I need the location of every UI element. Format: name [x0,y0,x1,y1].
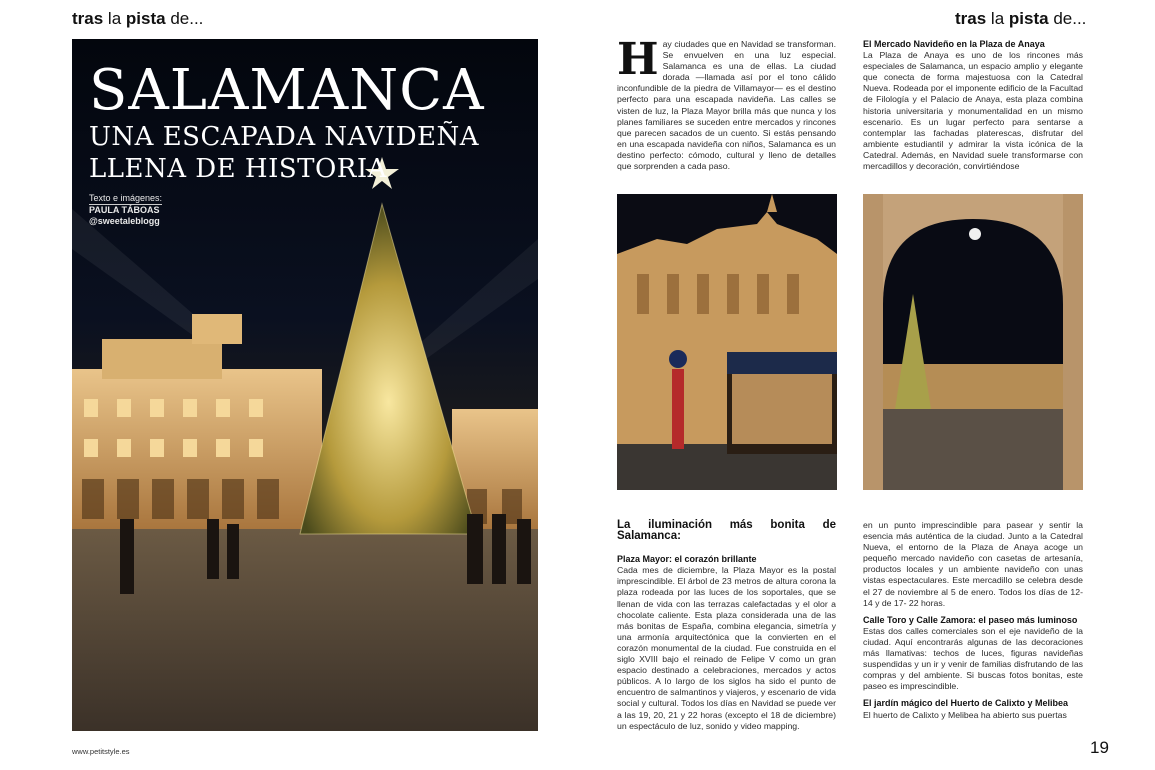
hero-subtitle-line2: LLENA DE HISTORIA [89,154,387,184]
huerto-calixto-paragraph: El huerto de Calixto y Melibea ha abierto sus puertas [863,709,1067,720]
hero-subtitle-line1: UNA ESCAPADA NAVIDEÑA [89,122,480,152]
photo-cathedral-market [617,194,837,490]
mercado-article-block [863,39,1083,172]
page-title: SALAMANCA [89,58,485,123]
credit-author-name: PAULA TÁBOAS [89,205,160,215]
calle-toro-paragraph: Estas dos calles comerciales son el eje navideño de la ciudad. Aquí encontrarás algunas de las decoraciones más llamativas: techos de luces, figuras navideñas suspendidas y un ir y venir de familias disfrutando de las compras y del ambiente. Si buscas fotos bonitas, este paseo es imprescindible. [863,625,1083,692]
right-column-article-block [863,520,1083,721]
huerto-calixto-subheading: El jardín mágico del Huerto de Calixto y Melibea [863,698,1069,709]
iluminacion-heading: La iluminación más bonita de Salamanca: [617,519,836,543]
cathedral-illustration [617,194,837,490]
plaza-mayor-paragraph: Cada mes de diciembre, la Plaza Mayor es la postal imprescindible. El árbol de 23 metros de altura corona la plaza rodeada por las luces de los soportales, que se llenan de vida con las terrazas calefactadas y el olor a chocolate caliente. Esta plaza considerada una de las más bonitas de España, combina elegancia, simetría y una armonía arquitectónica que la convierten en el corazón monumental de la ciudad. Fue construida en el siglo XVIII bajo el reinado de Felipe V como un gran espacio destinado a celebraciones, mercados y actos públicos. A lo largo de los siglos ha sido el punto de encuentro de salmantinos y viajeros, y escenario de vida social y cultural. Todos los días en Navidad se puede ver a las 19, 20, 21 y 22 horas (excepto el 18 de diciembre) un espectáculo de luz, sonido y video mapping. [617,565,836,731]
footer-website-url: www.petitstyle.es [72,747,130,756]
author-credit [89,193,162,227]
page-number: 19 [1090,738,1109,757]
arch-illustration [863,194,1083,490]
hero-title-block [89,58,485,185]
credit-label: Texto e imágenes: [89,193,163,203]
magazine-section-header-left: tras la pista de... [72,9,204,28]
mercado-heading: El Mercado Navideño en la Plaza de Anaya [863,39,1045,49]
plaza-mayor-subheading: Plaza Mayor: el corazón brillante [617,554,757,565]
calle-toro-subheading: Calle Toro y Calle Zamora: el paseo más luminoso [863,614,1078,625]
intro-paragraph-block [617,34,836,172]
iluminacion-article-block [617,520,836,732]
mercado-paragraph: La Plaza de Anaya es uno de los rincones más especiales de Salamanca, un espacio amplio y elegante que conecta de forma majestuosa con la Catedral Nueva. Rodeada por el imponente edificio de la Facultad de Filología y el Palacio de Anaya, esta plaza combina historia universitaria y monumentalidad en un mismo escenario. Es un lugar perfecto para sentarse a contemplar las fachadas platerescas, disfrutar del ambiente estudiantil y admirar la vista icónica de la Catedral. Además, en Navidad suele transformarse con mercadillos y decoración, convirtiéndose [863,50,1083,172]
magazine-section-header-right: tras la pista de... [955,9,1087,28]
credit-handle: @sweetaleblogg [89,216,160,226]
hero-photo-plaza-mayor [72,39,538,731]
anaya-continuation-paragraph: en un punto imprescindible para pasear y sentir la esencia más auténtica de la ciudad. Junto a la Catedral Nueva, el entorno de la Plaza de Anaya acoge un pequeño mercado navideño con casetas de artesanía, productos locales y un ambiente navideño con unas vistas espectaculares. Este mercadillo se celebra desde el 27 de noviembre al 5 de enero. Todos los días de 12-14 y de 17- 22 horas. [863,520,1083,608]
drop-cap: H [617,34,659,85]
intro-paragraph: ay ciudades que en Navidad se transforman. Se envuelven en una luz especial. Salamanca es una de ellas. La ciudad dorada —llamada así por el tono cálido inconfundible de la piedra de Villamayor— es el destino perfecto para una escapada navideña. Las calles se visten de luz, la Plaza Mayor brilla más que nunca y los planes familiares se suceden entre mercados y rincones que parecen sacados de un cuento. Si estás pensando en una escapada navideña con niños, Salamanca es un destino perfecto: cómodo, cultural y lleno de detalles que sorprenden a cada paso. [617,39,836,172]
photo-plaza-arch-tree [863,194,1083,490]
